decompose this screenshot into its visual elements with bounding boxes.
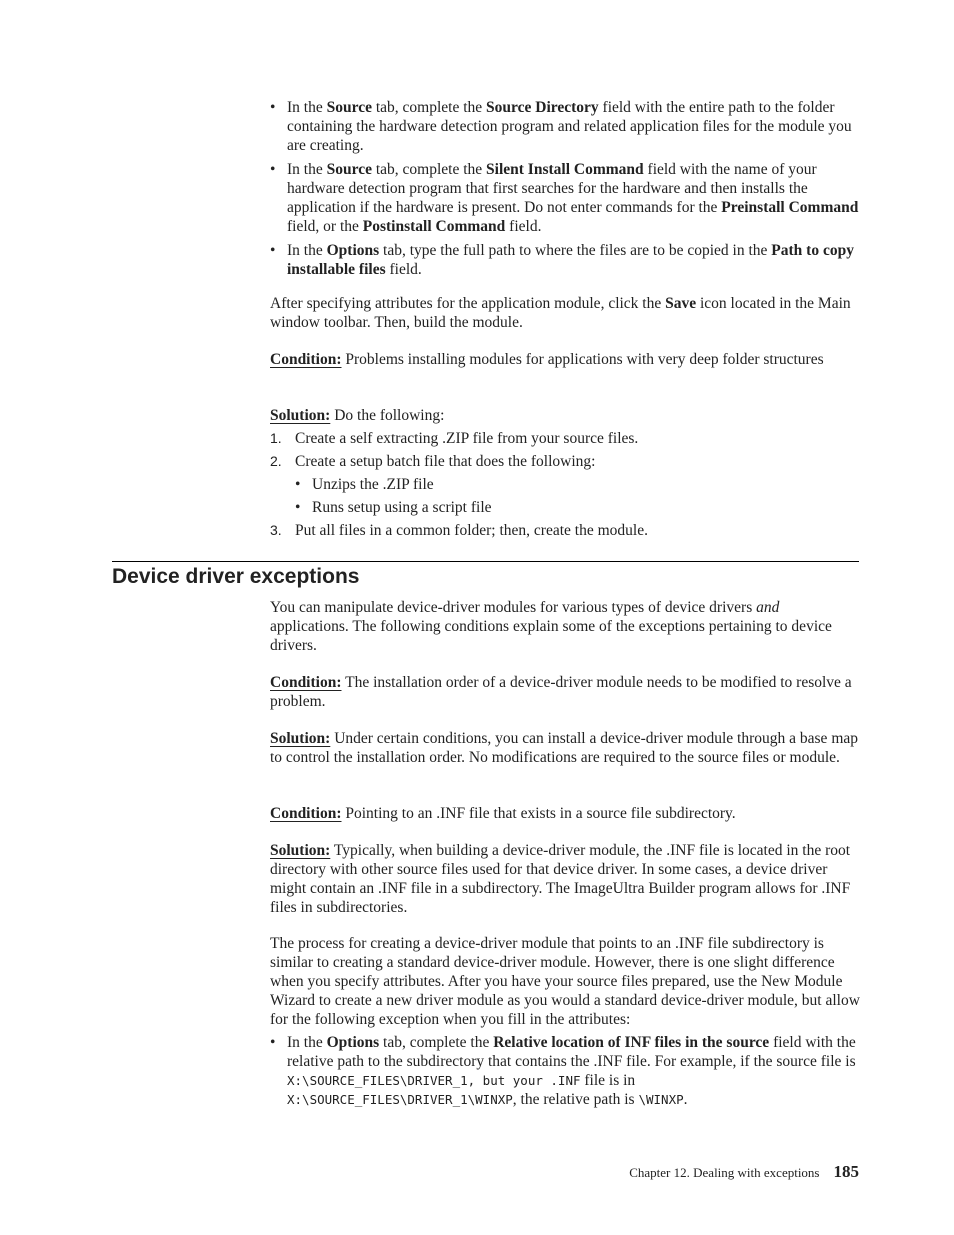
page-number: 185 [833, 1162, 859, 1181]
condition-inf-subdir: Condition: Pointing to an .INF file that exists in a source file subdirectory. [270, 805, 736, 822]
process-block [270, 934, 860, 1114]
after-paragraph: After specifying attributes for the application module, click the Save icon located in the Main window toolbar. Then, build the module. [270, 295, 851, 331]
step-2-sublist [295, 475, 860, 517]
top-block [270, 98, 860, 284]
section-heading: Device driver exceptions [112, 565, 360, 588]
solution-steps [270, 406, 860, 544]
sub-item: • Unzips the .ZIP file [295, 475, 860, 494]
step-2: 2. Create a setup batch file that does the following: [270, 453, 596, 470]
section-rule [112, 561, 859, 562]
condition-install-order: Condition: The installation order of a device-driver module needs to be modified to resolve a problem. [270, 674, 852, 710]
sub-item: • Runs setup using a script file [295, 498, 860, 517]
chapter-title: Chapter 12. Dealing with exceptions [629, 1165, 820, 1180]
solution-base-map: Solution: Under certain conditions, you can install a device-driver module through a base map to control the installation order. No modifications are required to the source files or module. [270, 730, 859, 766]
condition-deep-folders: Condition: Problems installing modules for applications with very deep folder structures [270, 351, 824, 368]
bullet-relative-location: • In the Options tab, complete the Relative location of INF files in the source field with the relative path to the subdirectory that contains the .INF file. For example, if the source file is X:\SOURCE_FILES\DRIVER_1, but your .INF file is in X:\SOURCE_FILES\DRIVER_1\WINXP, the relative path is \WINXP. [270, 1033, 860, 1109]
solution-inf-subdir: Solution: Typically, when building a device-driver module, the .INF file is located in the root directory with other source files used for that device driver. In some cases, a device driver might contain an .INF file in a subdirectory. The ImageUltra Builder program allows for .INF files in subdirectories. [270, 842, 851, 916]
bullet-options-path: • In the Options tab, type the full path to where the files are to be copied in the Path to copy installable files field. [270, 241, 860, 279]
bullet-source-directory: • In the Source tab, complete the Source Directory field with the entire path to the folder containing the hardware detection program and related application files for the module you are creating. [270, 98, 860, 155]
process-paragraph: The process for creating a device-driver module that points to an .INF file subdirectory is similar to creating a standard device-driver module. However, there is one slight difference when you specify attributes. After you have your source files prepared, use the New Module Wizard to create a new driver module as you would a standard device-driver module, but allow for the following exception when you fill in the attributes: [270, 935, 860, 1028]
bullet-silent-install: • In the Source tab, complete the Silent Install Command field with the name of your hardware detection program that first searches for the hardware and then installs the application if the hardware is present. Do not enter commands for the Preinstall Command field, or the Postinstall Command field. [270, 160, 860, 236]
step-1: 1. Create a self extracting .ZIP file from your source files. [270, 430, 639, 447]
step-3: 3. Put all files in a common folder; then, create the module. [270, 522, 648, 539]
solution-intro: Solution: Do the following: [270, 407, 445, 424]
page-footer [629, 1162, 859, 1182]
section-intro: You can manipulate device-driver modules for various types of device drivers and applications. The following conditions explain some of the exceptions pertaining to device drivers. [270, 599, 832, 654]
